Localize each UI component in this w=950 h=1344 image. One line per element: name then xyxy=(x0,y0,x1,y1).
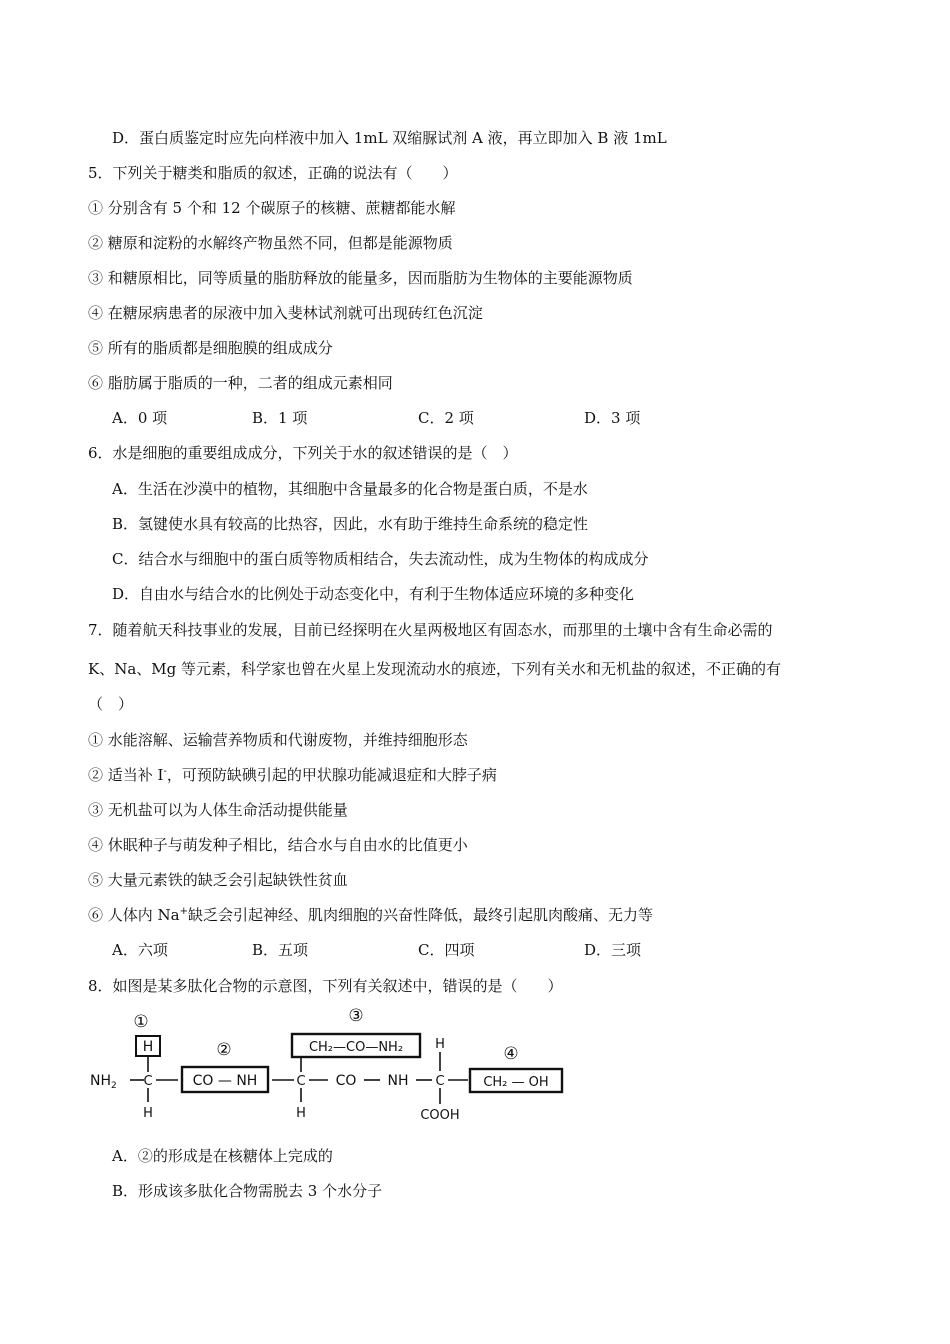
q7-stem-line-3: （ ） xyxy=(88,695,134,713)
q6-option-b: B．氢键使水具有较高的比热容，因此，水有助于维持生命系统的稳定性 xyxy=(112,515,589,533)
q6-option-c: C．结合水与细胞中的蛋白质等物质相结合，失去流动性，成为生物体的构成成分 xyxy=(112,550,649,568)
diagram-r4: CH₂ — OH xyxy=(483,1075,549,1090)
q7-item-4: ④ 休眠种子与萌发种子相比，结合水与自由水的比值更小 xyxy=(88,836,468,854)
q6-option-a: A．生活在沙漠中的植物，其细胞中含量最多的化合物是蛋白质，不是水 xyxy=(112,480,588,498)
q5-item-2: ② 糖原和淀粉的水解终产物虽然不同，但都是能源物质 xyxy=(88,234,453,252)
q8-option-a: A．②的形成是在核糖体上完成的 xyxy=(112,1147,333,1165)
q7-item-6-sup: + xyxy=(179,906,188,917)
diagram-c1: C xyxy=(143,1074,153,1089)
q5-option-d: D．3 项 xyxy=(584,409,641,427)
diagram-h-3: H xyxy=(435,1037,445,1052)
q5-option-b: B．1 项 xyxy=(252,409,308,427)
q5-item-3: ③ 和糖原相比，同等质量的脂肪释放的能量多，因而脂肪为生物体的主要能源物质 xyxy=(88,269,633,287)
q7-item-6-text: ⑥ 人体内 Na xyxy=(88,906,180,924)
diagram-co-nh-boxed: CO — NH xyxy=(192,1073,258,1089)
q6-option-d: D．自由水与结合水的比例处于动态变化中，有利于生物体适应环境的多种变化 xyxy=(112,585,635,603)
diagram-r3: CH₂—CO—NH₂ xyxy=(308,1040,404,1055)
q7-item-3: ③ 无机盐可以为人体生命活动提供能量 xyxy=(88,801,348,819)
diagram-nh2-sub: 2 xyxy=(111,1081,117,1091)
diagram-c2: C xyxy=(296,1074,306,1089)
diagram-label-4: ④ xyxy=(503,1044,519,1064)
q8-option-b: B．形成该多肽化合物需脱去 3 个水分子 xyxy=(112,1182,383,1200)
q7-option-c: C．四项 xyxy=(418,941,475,959)
q7-item-2 xyxy=(88,765,497,785)
q7-option-a: A．六项 xyxy=(112,941,168,959)
q7-item-6 xyxy=(88,905,653,925)
diagram-h-2: H xyxy=(296,1106,306,1121)
diagram-label-3: ③ xyxy=(348,1008,364,1026)
q7-option-b: B．五项 xyxy=(252,941,309,959)
q8-stem: 8．如图是某多肽化合物的示意图，下列有关叙述中，错误的是（ ） xyxy=(88,977,563,995)
q4-option-d: D．蛋白质鉴定时应先向样液中加入 1mL 双缩脲试剂 A 液，再立即加入 B 液 1mL xyxy=(112,129,667,147)
q7-stem-line-2: K、Na、Mg 等元素，科学家也曾在火星上发现流动水的痕迹，下列有关水和无机盐的叙述，不正确的有 xyxy=(88,660,782,678)
diagram-label-2: ② xyxy=(216,1040,232,1060)
q7-item-2-rest: ，可预防缺碘引起的甲状腺功能减退症和大脖子病 xyxy=(166,766,497,784)
q5-stem: 5．下列关于糖类和脂质的叙述，正确的说法有（ ） xyxy=(88,164,458,182)
diagram-nh2-text: NH xyxy=(90,1073,111,1089)
polypeptide-diagram xyxy=(88,1008,578,1126)
q7-item-2-text: ② 适当补 I xyxy=(88,766,164,784)
q7-item-5: ⑤ 大量元素铁的缺乏会引起缺铁性贫血 xyxy=(88,871,348,889)
diagram-nh2 xyxy=(90,1073,117,1091)
q5-item-4: ④ 在糖尿病患者的尿液中加入斐林试剂就可出现砖红色沉淀 xyxy=(88,304,483,322)
q6-stem: 6．水是细胞的重要组成成分，下列关于水的叙述错误的是（ ） xyxy=(88,444,518,462)
diagram-c3: C xyxy=(435,1074,445,1089)
q5-option-c: C．2 项 xyxy=(418,409,474,427)
diagram-label-1: ① xyxy=(133,1012,149,1032)
diagram-co: CO xyxy=(335,1073,357,1089)
q7-stem-line-1: 7．随着航天科技事业的发展，目前已经探明在火星两极地区有固态水，而那里的土壤中含有生命必需的 xyxy=(88,621,773,639)
q5-item-6: ⑥ 脂肪属于脂质的一种，二者的组成元素相同 xyxy=(88,374,393,392)
q5-option-a: A．0 项 xyxy=(112,409,168,427)
q7-item-1: ① 水能溶解、运输营养物质和代谢废物，并维持细胞形态 xyxy=(88,731,468,749)
q5-item-5: ⑤ 所有的脂质都是细胞膜的组成成分 xyxy=(88,339,333,357)
q7-option-d: D．三项 xyxy=(584,941,642,959)
q7-item-2-sup: - xyxy=(163,766,167,777)
diagram-h-1: H xyxy=(143,1106,153,1121)
q5-item-1: ① 分别含有 5 个和 12 个碳原子的核糖、蔗糖都能水解 xyxy=(88,199,456,217)
diagram-h-boxed: H xyxy=(142,1039,154,1055)
diagram-nh: NH xyxy=(387,1073,409,1089)
q7-item-6-rest: 缺乏会引起神经、肌肉细胞的兴奋性降低，最终引起肌肉酸痛、无力等 xyxy=(188,906,654,924)
diagram-cooh: COOH xyxy=(420,1108,460,1123)
